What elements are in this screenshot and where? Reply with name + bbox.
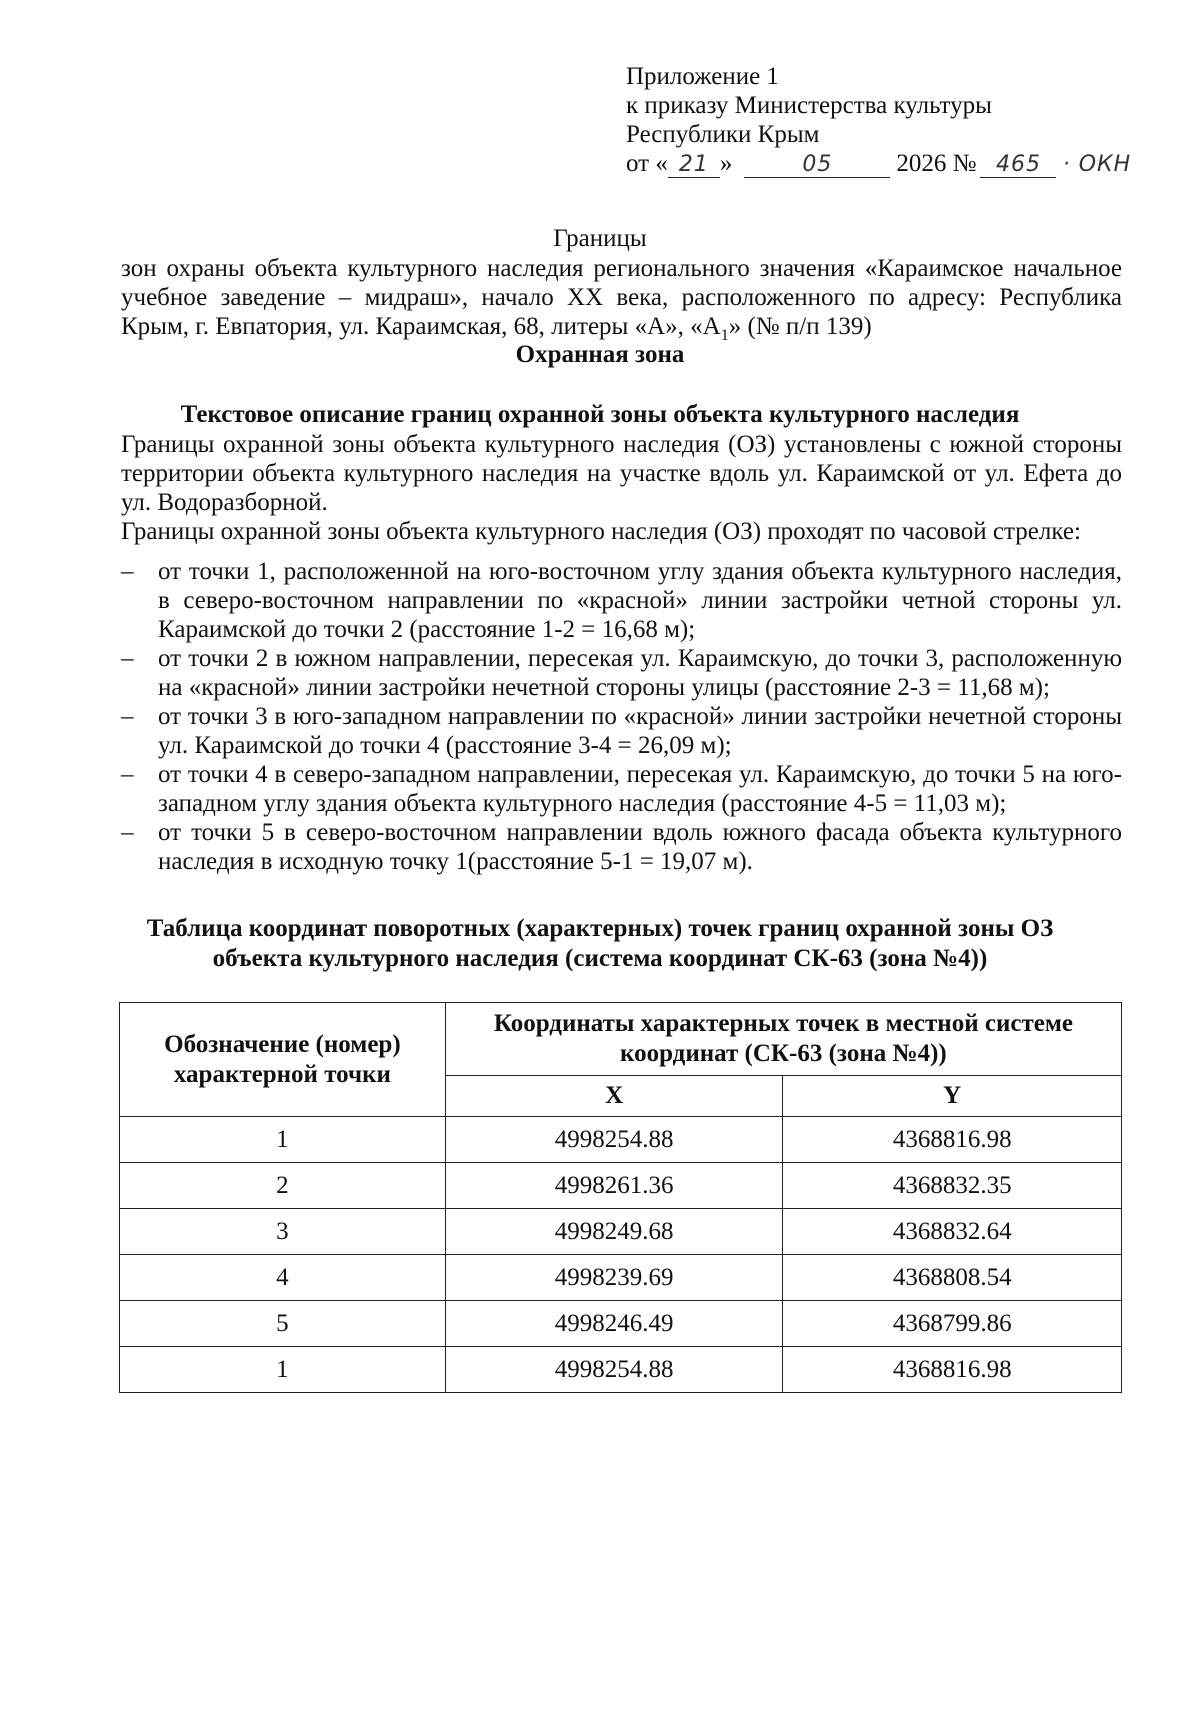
list-item xyxy=(121,702,1122,760)
description-paragraph-2: Границы охранной зоны объекта культурного наследия (ОЗ) проходят по часовой стрелке: xyxy=(121,518,1081,545)
list-item xyxy=(121,818,1122,876)
header-x: X xyxy=(445,1076,783,1117)
list-item xyxy=(121,557,1122,644)
cell-point: 1 xyxy=(120,1117,446,1163)
cell-x: 4998246.49 xyxy=(445,1301,783,1347)
cell-point: 5 xyxy=(120,1301,446,1347)
header-point: Обозначение (номер) характерной точки xyxy=(120,1003,446,1117)
table-row xyxy=(120,1117,1122,1163)
date-month-handwritten: 05 xyxy=(744,153,890,178)
cell-x: 4998254.88 xyxy=(445,1117,783,1163)
cell-point: 1 xyxy=(120,1347,446,1393)
order-number-handwritten: 465 xyxy=(980,153,1056,178)
dash-marker: – xyxy=(121,645,134,672)
table-row xyxy=(120,1255,1122,1301)
list-item xyxy=(121,644,1122,702)
cell-y: 4368799.86 xyxy=(783,1301,1122,1347)
appendix-line-1: Приложение 1 xyxy=(626,63,779,90)
date-day-handwritten: 21 xyxy=(668,153,720,178)
cell-x: 4998249.68 xyxy=(445,1209,783,1255)
cell-x: 4998239.69 xyxy=(445,1255,783,1301)
cell-x: 4998254.88 xyxy=(445,1347,783,1393)
subtitle-subscript: 1 xyxy=(720,327,729,344)
dash-marker: – xyxy=(121,558,134,585)
table-row xyxy=(120,1163,1122,1209)
document-title: Границы xyxy=(553,225,647,252)
cell-y: 4368832.35 xyxy=(783,1163,1122,1209)
dash-marker: – xyxy=(121,703,134,730)
table-row xyxy=(120,1347,1122,1393)
date-year: 2026 № xyxy=(896,150,977,177)
cell-y: 4368808.54 xyxy=(783,1255,1122,1301)
cell-x: 4998261.36 xyxy=(445,1163,783,1209)
list-item-text: от точки 4 в северо-западном направлении, пересекая ул. Караимскую, до точки 5 на юго-западном углу здания объекта культурного наследия (расстояние 4-5 = 11,03 м); xyxy=(158,761,1122,817)
table-title xyxy=(0,914,1200,974)
list-item xyxy=(121,760,1122,818)
subtitle-end: » (№ п/п 139) xyxy=(728,313,872,340)
list-item-text: от точки 5 в северо-восточном направлении вдоль южного фасада объекта культурного наследия в исходную точку 1(расстояние 5-1 = 19,07 м). xyxy=(158,819,1122,875)
description-paragraph-1: Границы охранной зоны объекта культурного наследия (ОЗ) установлены с южной стороны территории объекта культурного наследия на участке вдоль ул. Караимской от ул. Ефета до ул. Водоразборной. xyxy=(121,431,1122,516)
table-row xyxy=(120,1301,1122,1347)
date-prefix: от « xyxy=(626,150,668,177)
table-title-line-1: Таблица координат поворотных (характерных) точек границ охранной зоны ОЗ xyxy=(146,915,1054,942)
appendix-line-2: к приказу Министерства культуры xyxy=(626,92,992,119)
cell-point: 3 xyxy=(120,1209,446,1255)
header-y: Y xyxy=(783,1076,1122,1117)
cell-y: 4368816.98 xyxy=(783,1347,1122,1393)
list-item-text: от точки 3 в юго-западном направлении по «красной» линии застройки нечетной стороны ул. Караимской до точки 4 (расстояние 3-4 = 26,09 м); xyxy=(158,703,1122,759)
document-subtitle xyxy=(121,254,1122,350)
list-item-text: от точки 1, расположенной на юго-восточном углу здания объекта культурного наследия, в северо-восточном направлении по «красной» линии застройки четной стороны ул. Караимской до точки 2 (расстояние 1-2 = 16,68 м); xyxy=(158,558,1122,643)
dash-marker: – xyxy=(121,819,134,846)
date-mid: » xyxy=(719,150,733,177)
order-suffix-handwritten: · ОКН xyxy=(1062,152,1132,177)
table-title-line-2: объекта культурного наследия (система координат СК-63 (зона №4)) xyxy=(212,945,988,972)
appendix-line-3: Республики Крым xyxy=(626,121,820,148)
description-title: Текстовое описание границ охранной зоны объекта культурного наследия xyxy=(180,401,1020,428)
appendix-block xyxy=(626,62,1131,179)
boundary-description-list xyxy=(121,557,1122,876)
cell-y: 4368832.64 xyxy=(783,1209,1122,1255)
zone-title: Охранная зона xyxy=(515,341,685,368)
coordinates-table xyxy=(119,1002,1122,1393)
cell-point: 4 xyxy=(120,1255,446,1301)
header-coordinates: Координаты характерных точек в местной системе координат (СК-63 (зона №4)) xyxy=(445,1003,1121,1076)
table-row xyxy=(120,1209,1122,1255)
dash-marker: – xyxy=(121,761,134,788)
cell-point: 2 xyxy=(120,1163,446,1209)
subtitle-text: зон охраны объекта культурного наследия регионального значения «Караимское начальное учебное заведение – мидраш», начало XX века, расположенного по адресу: Республика Крым, г. Евпатория, ул. Караимская, 68, литеры «А», «А xyxy=(121,255,1122,340)
list-item-text: от точки 2 в южном направлении, пересекая ул. Караимскую, до точки 3, расположенную на «красной» линии застройки нечетной стороны улицы (расстояние 2-3 = 11,68 м); xyxy=(158,645,1122,701)
order-date-line xyxy=(626,149,1131,179)
cell-y: 4368816.98 xyxy=(783,1117,1122,1163)
